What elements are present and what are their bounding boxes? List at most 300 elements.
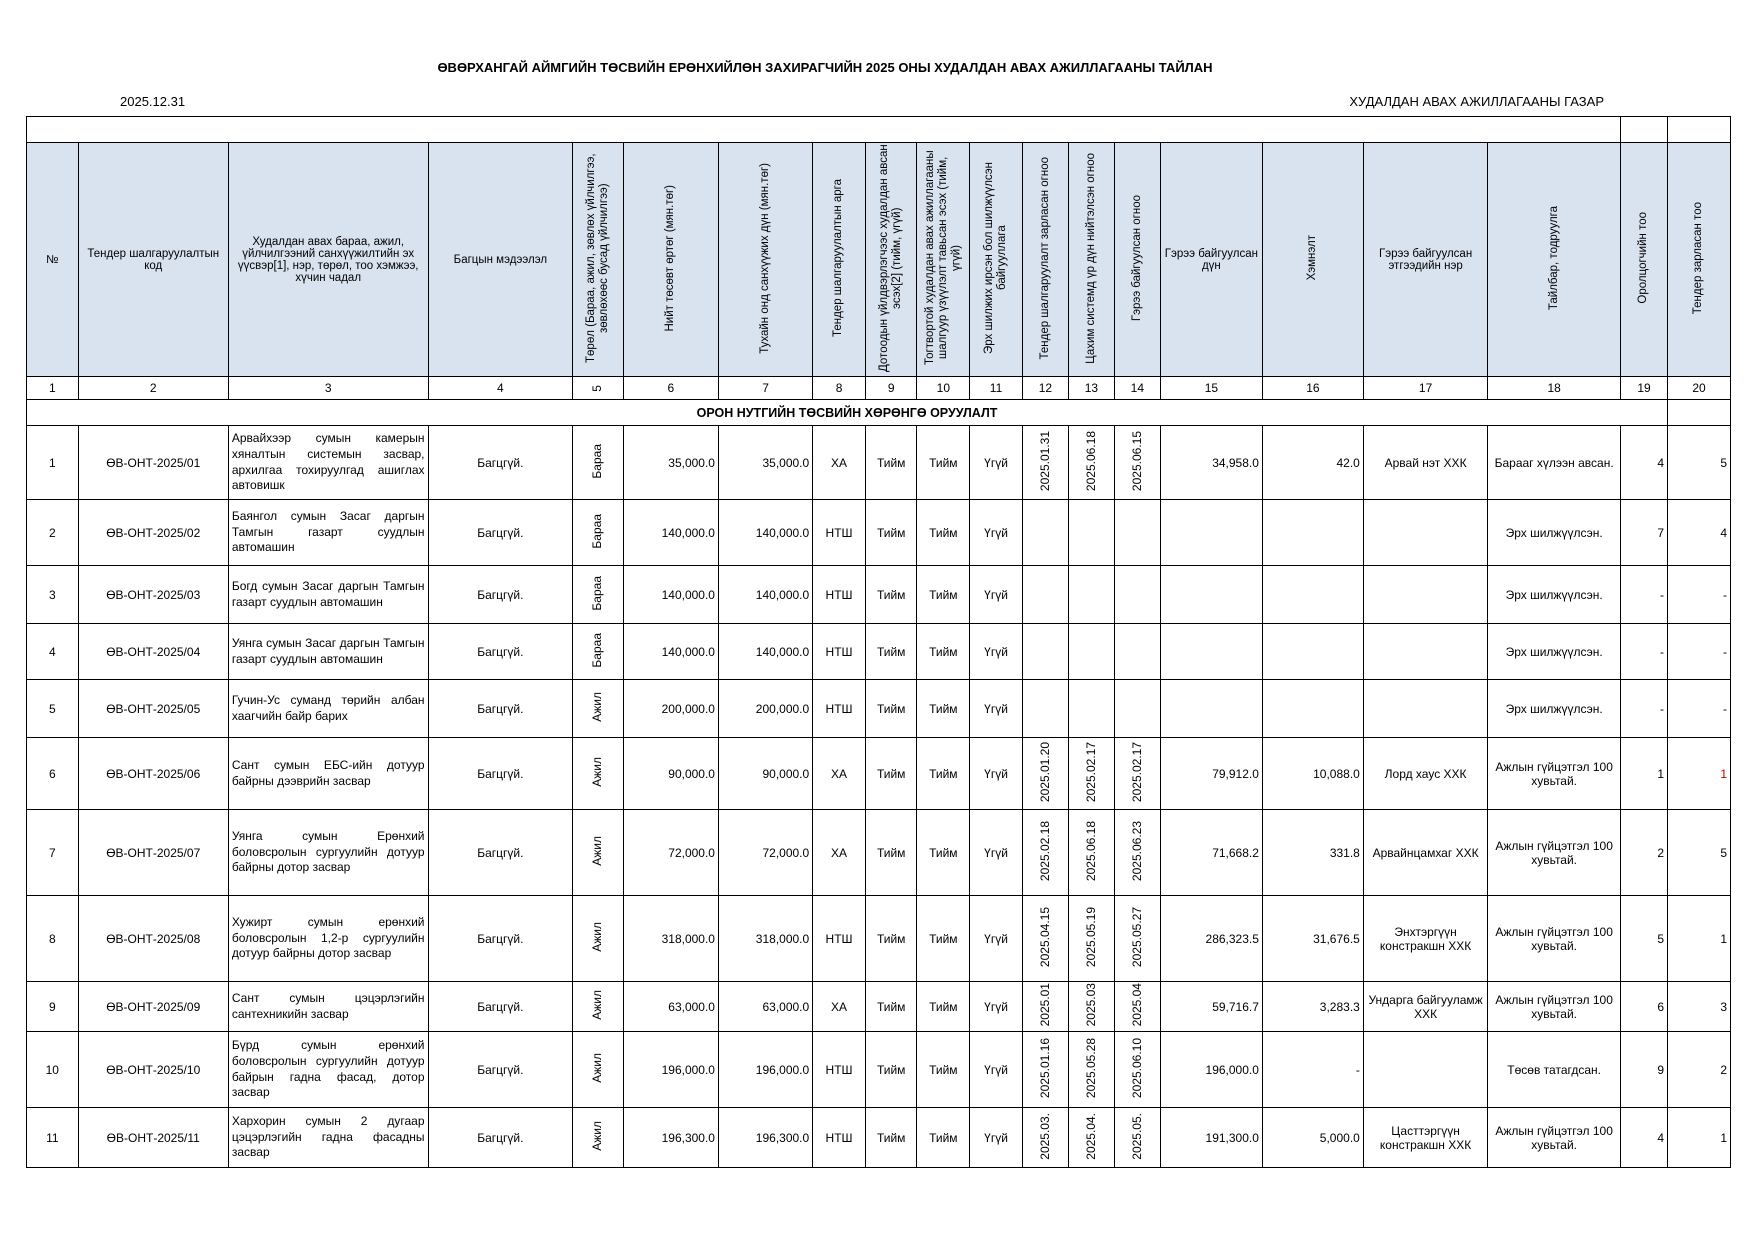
col-number: 3 — [228, 377, 428, 400]
procurement-type-cell — [573, 500, 623, 566]
col-number: 14 — [1114, 377, 1160, 400]
tender-code: ӨВ-ОНТ-2025/01 — [78, 426, 228, 500]
selection-method: НТШ — [813, 624, 866, 680]
col-header-9-text: Дотоодын үйлдвэрлэгчээс худалдан авсан эсэх[2] (тийм, үгүй) — [877, 144, 904, 372]
total-budget: 140,000.0 — [623, 566, 718, 624]
row-number: 9 — [27, 982, 79, 1032]
col-header-10 — [917, 143, 970, 377]
item-description: Уянга сумын Засаг даргын Тамгын газарт суудлын автомашин — [228, 624, 428, 680]
col-header-16-text: Хэмнэлт — [1306, 235, 1319, 281]
contract-date-cell — [1114, 680, 1160, 738]
package-info: Багцгүй. — [428, 1108, 573, 1168]
total-budget: 318,000.0 — [623, 896, 718, 982]
announce-date-cell — [1022, 738, 1068, 810]
total-budget: 72,000.0 — [623, 810, 718, 896]
transfer-org: Үгүй — [970, 896, 1023, 982]
contract-date-cell — [1114, 810, 1160, 896]
contract-date: 2025.06.10 — [1130, 1037, 1145, 1099]
contract-amount — [1160, 500, 1262, 566]
announce-count: 5 — [1668, 810, 1731, 896]
item-description: Бүрд сумын ерөнхий боловсролын сургуулийн дотуур байрын гадна фасад, дотор засвар — [228, 1032, 428, 1108]
transfer-org: Үгүй — [970, 500, 1023, 566]
contract-date: 2025.05. — [1130, 1112, 1145, 1160]
col-header-12 — [1022, 143, 1068, 377]
participant-count: 9 — [1620, 1032, 1667, 1108]
col-header-5 — [573, 143, 623, 377]
participant-count: 5 — [1620, 896, 1667, 982]
contractor-name: Арвайнцамхаг ХХК — [1363, 810, 1487, 896]
announce-date: 2025.01 — [1038, 983, 1053, 1027]
transfer-org: Үгүй — [970, 680, 1023, 738]
col-header-7 — [718, 143, 812, 377]
col-header-14-text: Гэрээ байгуулсан огноо — [1130, 194, 1143, 322]
domestic-flag: Тийм — [865, 426, 917, 500]
procurement-type-cell — [573, 566, 623, 624]
col-number: 20 — [1668, 377, 1731, 400]
remark: Ажлын гүйцэтгэл 100 хувьтай. — [1488, 738, 1621, 810]
contract-date-cell — [1114, 982, 1160, 1032]
table-row — [27, 810, 1731, 896]
remark: Эрх шилжүүлсэн. — [1488, 624, 1621, 680]
selection-method: НТШ — [813, 680, 866, 738]
col-header-16 — [1262, 143, 1363, 377]
procurement-type: Ажил — [590, 1121, 605, 1151]
col-number: 4 — [428, 377, 573, 400]
col-number: 6 — [623, 377, 718, 400]
funded-amount: 200,000.0 — [718, 680, 812, 738]
funded-amount: 63,000.0 — [718, 982, 812, 1032]
department-name: ХУДАЛДАН АВАХ АЖИЛЛАГААНЫ ГАЗАР — [1349, 94, 1604, 109]
package-info: Багцгүй. — [428, 896, 573, 982]
contractor-name — [1363, 566, 1487, 624]
procurement-type-cell — [573, 982, 623, 1032]
section-row — [27, 400, 1731, 426]
domestic-flag: Тийм — [865, 982, 917, 1032]
procurement-type: Бараа — [590, 632, 605, 668]
publish-date: 2025.03 — [1084, 983, 1099, 1027]
funded-amount: 140,000.0 — [718, 624, 812, 680]
savings: - — [1262, 1032, 1363, 1108]
announce-count: 5 — [1668, 426, 1731, 500]
contract-amount: 196,000.0 — [1160, 1032, 1262, 1108]
contractor-name — [1363, 680, 1487, 738]
table-row — [27, 680, 1731, 738]
contractor-name — [1363, 624, 1487, 680]
item-description: Баянгол сумын Засаг даргын Тамгын газарт суудлын автомашин — [228, 500, 428, 566]
item-description: Богд сумын Засаг даргын Тамгын газарт суудлын автомашин — [228, 566, 428, 624]
contractor-name: Арвай нэт ХХК — [1363, 426, 1487, 500]
savings: 42.0 — [1262, 426, 1363, 500]
publish-date: 2025.05.28 — [1084, 1037, 1099, 1099]
col-number: 19 — [1620, 377, 1667, 400]
announce-date-cell — [1022, 1032, 1068, 1108]
transfer-org: Үгүй — [970, 738, 1023, 810]
contract-date-cell — [1114, 624, 1160, 680]
publish-date: 2025.06.18 — [1084, 820, 1099, 882]
sustainable-flag: Тийм — [917, 896, 970, 982]
col-header-20-text: Тендер зарласан тоо — [1692, 201, 1705, 315]
col-header-8-text: Тендер шалгаруулалтын арга — [832, 178, 845, 338]
total-budget: 196,000.0 — [623, 1032, 718, 1108]
announce-date: 2025.04.15 — [1038, 906, 1053, 968]
table-row — [27, 738, 1731, 810]
package-info: Багцгүй. — [428, 566, 573, 624]
contract-amount — [1160, 680, 1262, 738]
selection-method: ХА — [813, 426, 866, 500]
announce-date: 2025.01.20 — [1038, 741, 1053, 803]
domestic-flag: Тийм — [865, 1108, 917, 1168]
selection-method: ХА — [813, 982, 866, 1032]
remark: Эрх шилжүүлсэн. — [1488, 566, 1621, 624]
total-budget: 90,000.0 — [623, 738, 718, 810]
col-header-11-text: Эрх шилжих ирсэн бол шилжүүлсэн байгууллага — [982, 162, 1009, 355]
package-info: Багцгүй. — [428, 426, 573, 500]
package-info: Багцгүй. — [428, 982, 573, 1032]
procurement-type-cell — [573, 1032, 623, 1108]
publish-date: 2025.05.19 — [1084, 906, 1099, 968]
savings: 5,000.0 — [1262, 1108, 1363, 1168]
tender-code: ӨВ-ОНТ-2025/07 — [78, 810, 228, 896]
tender-code: ӨВ-ОНТ-2025/10 — [78, 1032, 228, 1108]
col-header-5-text: Төрөл (Бараа, ажил, зөвлөх үйлчилгээ, зөвлөхөөс бусад үйлчилгээ) — [584, 153, 610, 363]
contractor-name — [1363, 1032, 1487, 1108]
transfer-org: Үгүй — [970, 1108, 1023, 1168]
participant-count: 7 — [1620, 500, 1667, 566]
participant-count: - — [1620, 566, 1667, 624]
sustainable-flag: Тийм — [917, 624, 970, 680]
publish-date: 2025.04. — [1084, 1112, 1099, 1160]
col-header-10-text: Тогтвортой худалдан авах ажиллагааны шалгуур үзүүлэлт тавьсан эсэх (тийм, үгүй) — [923, 150, 962, 366]
contractor-name: Ундарга байгууламж ХХК — [1363, 982, 1487, 1032]
announce-count: - — [1668, 566, 1731, 624]
remark: Ажлын гүйцэтгэл 100 хувьтай. — [1488, 896, 1621, 982]
procurement-type: Ажил — [590, 692, 605, 722]
remark: Эрх шилжүүлсэн. — [1488, 500, 1621, 566]
publish-date-cell — [1068, 810, 1114, 896]
item-description: Уянга сумын Ерөнхий боловсролын сургуулийн дотуур байрны дотор засвар — [228, 810, 428, 896]
contract-amount: 286,323.5 — [1160, 896, 1262, 982]
item-description: Хужирт сумын ерөнхий боловсролын 1,2-р сургуулийн дотуур байрны дотор засвар — [228, 896, 428, 982]
procurement-type: Ажил — [590, 922, 605, 952]
funded-amount: 140,000.0 — [718, 566, 812, 624]
contractor-name: Лорд хаус ХХК — [1363, 738, 1487, 810]
selection-method: ХА — [813, 810, 866, 896]
tender-code: ӨВ-ОНТ-2025/03 — [78, 566, 228, 624]
contract-date-cell — [1114, 1032, 1160, 1108]
announce-count: 1 — [1668, 738, 1731, 810]
row-number: 7 — [27, 810, 79, 896]
contractor-name: Цасттэргүүн констракшн ХХК — [1363, 1108, 1487, 1168]
publish-date-cell — [1068, 1032, 1114, 1108]
column-number-row — [27, 377, 1731, 400]
sustainable-flag: Тийм — [917, 680, 970, 738]
total-budget: 140,000.0 — [623, 500, 718, 566]
announce-date-cell — [1022, 566, 1068, 624]
remark: Ажлын гүйцэтгэл 100 хувьтай. — [1488, 810, 1621, 896]
col-number: 9 — [865, 377, 917, 400]
participant-count: - — [1620, 680, 1667, 738]
remark: Ажлын гүйцэтгэл 100 хувьтай. — [1488, 982, 1621, 1032]
item-description: Арвайхээр сумын камерын хяналтын системын засвар, архилгаа тохируулгад ашиглах автовишк — [228, 426, 428, 500]
savings: 31,676.5 — [1262, 896, 1363, 982]
tender-code: ӨВ-ОНТ-2025/08 — [78, 896, 228, 982]
contract-amount: 71,668.2 — [1160, 810, 1262, 896]
col-header-2: Тендер шалгаруулалтын код — [78, 143, 228, 377]
col-number: 12 — [1022, 377, 1068, 400]
publish-date: 2025.06.18 — [1084, 430, 1099, 492]
section-blank — [1668, 400, 1731, 426]
announce-count: 4 — [1668, 500, 1731, 566]
domestic-flag: Тийм — [865, 500, 917, 566]
col-number: 2 — [78, 377, 228, 400]
transfer-org: Үгүй — [970, 1032, 1023, 1108]
participant-count: 6 — [1620, 982, 1667, 1032]
funded-amount: 90,000.0 — [718, 738, 812, 810]
announce-date-cell — [1022, 624, 1068, 680]
contract-amount: 34,958.0 — [1160, 426, 1262, 500]
total-budget: 140,000.0 — [623, 624, 718, 680]
item-description: Хархорин сумын 2 дугаар цэцэрлэгийн гадна фасадны засвар — [228, 1108, 428, 1168]
contract-date-cell — [1114, 566, 1160, 624]
procurement-type: Ажил — [590, 1053, 605, 1083]
announce-date: 2025.01.31 — [1038, 430, 1053, 492]
sustainable-flag: Тийм — [917, 566, 970, 624]
row-number: 4 — [27, 624, 79, 680]
remark: Төсөв татагдсан. — [1488, 1032, 1621, 1108]
package-info: Багцгүй. — [428, 624, 573, 680]
row-number: 10 — [27, 1032, 79, 1108]
col-number — [573, 377, 623, 400]
announce-date-cell — [1022, 810, 1068, 896]
total-budget: 196,300.0 — [623, 1108, 718, 1168]
col-header-9 — [865, 143, 917, 377]
tender-code: ӨВ-ОНТ-2025/11 — [78, 1108, 228, 1168]
col-number: 16 — [1262, 377, 1363, 400]
col-number: 15 — [1160, 377, 1262, 400]
remark: Барааг хүлээн авсан. — [1488, 426, 1621, 500]
announce-count: 1 — [1668, 896, 1731, 982]
sustainable-flag: Тийм — [917, 1108, 970, 1168]
tender-code: ӨВ-ОНТ-2025/04 — [78, 624, 228, 680]
domestic-flag: Тийм — [865, 1032, 917, 1108]
savings: 3,283.3 — [1262, 982, 1363, 1032]
remark: Ажлын гүйцэтгэл 100 хувьтай. — [1488, 1108, 1621, 1168]
col-header-12-text: Тендер шалгаруулалт зарласан огноо — [1038, 156, 1051, 360]
participant-count: 4 — [1620, 426, 1667, 500]
total-budget: 200,000.0 — [623, 680, 718, 738]
row-number: 2 — [27, 500, 79, 566]
selection-method: НТШ — [813, 896, 866, 982]
domestic-flag: Тийм — [865, 896, 917, 982]
contract-amount — [1160, 566, 1262, 624]
transfer-org: Үгүй — [970, 426, 1023, 500]
col-header-14 — [1114, 143, 1160, 377]
procurement-type: Бараа — [590, 443, 605, 479]
col-header-19 — [1620, 143, 1667, 377]
publish-date-cell — [1068, 896, 1114, 982]
col-header-13 — [1068, 143, 1114, 377]
top-blank-cell — [1668, 117, 1731, 143]
contract-date: 2025.06.15 — [1130, 430, 1145, 492]
domestic-flag: Тийм — [865, 624, 917, 680]
row-number: 6 — [27, 738, 79, 810]
col-header-6 — [623, 143, 718, 377]
col-number: 7 — [718, 377, 812, 400]
header-row — [27, 143, 1731, 377]
col-header-3: Худалдан авах бараа, ажил, үйлчилгээний санхүүжилтийн эх үүсвэр[1], нэр, төрөл, тоо хэмжээ, хүчин чадал — [228, 143, 428, 377]
contract-amount: 191,300.0 — [1160, 1108, 1262, 1168]
table-row — [27, 896, 1731, 982]
announce-date-cell — [1022, 982, 1068, 1032]
item-description: Сант сумын цэцэрлэгийн сантехникийн засвар — [228, 982, 428, 1032]
savings — [1262, 500, 1363, 566]
announce-count: 3 — [1668, 982, 1731, 1032]
sustainable-flag: Тийм — [917, 738, 970, 810]
table-row — [27, 426, 1731, 500]
report-date: 2025.12.31 — [120, 94, 186, 109]
participant-count: 2 — [1620, 810, 1667, 896]
col-header-19-text: Оролцогчийн тоо — [1637, 212, 1650, 304]
publish-date-cell — [1068, 680, 1114, 738]
row-number: 5 — [27, 680, 79, 738]
announce-date: 2025.01.16 — [1038, 1037, 1053, 1099]
total-budget: 63,000.0 — [623, 982, 718, 1032]
announce-count: - — [1668, 624, 1731, 680]
funded-amount: 196,000.0 — [718, 1032, 812, 1108]
transfer-org: Үгүй — [970, 566, 1023, 624]
sustainable-flag: Тийм — [917, 1032, 970, 1108]
col-number: 13 — [1068, 377, 1114, 400]
procurement-type-cell — [573, 810, 623, 896]
publish-date-cell — [1068, 566, 1114, 624]
announce-count: 1 — [1668, 1108, 1731, 1168]
procurement-type-cell — [573, 1108, 623, 1168]
package-info: Багцгүй. — [428, 810, 573, 896]
col-number: 1 — [27, 377, 79, 400]
funded-amount: 196,300.0 — [718, 1108, 812, 1168]
publish-date-cell — [1068, 738, 1114, 810]
savings: 10,088.0 — [1262, 738, 1363, 810]
table-row — [27, 624, 1731, 680]
domestic-flag: Тийм — [865, 738, 917, 810]
col-number: 10 — [917, 377, 970, 400]
participant-count: 1 — [1620, 738, 1667, 810]
table-row — [27, 982, 1731, 1032]
contract-amount: 79,912.0 — [1160, 738, 1262, 810]
publish-date-cell — [1068, 624, 1114, 680]
procurement-type: Ажил — [590, 836, 605, 866]
procurement-type-cell — [573, 624, 623, 680]
procurement-type: Ажил — [590, 990, 605, 1020]
row-number: 3 — [27, 566, 79, 624]
transfer-org: Үгүй — [970, 624, 1023, 680]
contract-date: 2025.04 — [1130, 983, 1145, 1027]
tender-code: ӨВ-ОНТ-2025/02 — [78, 500, 228, 566]
selection-method: НТШ — [813, 1108, 866, 1168]
sustainable-flag: Тийм — [917, 810, 970, 896]
package-info: Багцгүй. — [428, 680, 573, 738]
tender-code: ӨВ-ОНТ-2025/05 — [78, 680, 228, 738]
domestic-flag: Тийм — [865, 810, 917, 896]
announce-date-cell — [1022, 1108, 1068, 1168]
transfer-org: Үгүй — [970, 810, 1023, 896]
publish-date-cell — [1068, 426, 1114, 500]
publish-date-cell — [1068, 982, 1114, 1032]
announce-date-cell — [1022, 500, 1068, 566]
sustainable-flag: Тийм — [917, 500, 970, 566]
tender-code: ӨВ-ОНТ-2025/06 — [78, 738, 228, 810]
item-description: Гучин-Ус суманд төрийн албан хаагчийн байр барих — [228, 680, 428, 738]
contractor-name — [1363, 500, 1487, 566]
announce-date-cell — [1022, 896, 1068, 982]
announce-date: 2025.02.18 — [1038, 820, 1053, 882]
col-number: 18 — [1488, 377, 1621, 400]
contract-date-cell — [1114, 426, 1160, 500]
contract-date-cell — [1114, 1108, 1160, 1168]
contractor-name: Энхтэргүүн констракшн ХХК — [1363, 896, 1487, 982]
col-number: 17 — [1363, 377, 1487, 400]
contract-date-cell — [1114, 500, 1160, 566]
procurement-type: Бараа — [590, 513, 605, 549]
contract-date: 2025.06.23 — [1130, 820, 1145, 882]
procurement-type-cell — [573, 896, 623, 982]
table-row — [27, 1108, 1731, 1168]
funded-amount: 140,000.0 — [718, 500, 812, 566]
transfer-org: Үгүй — [970, 982, 1023, 1032]
top-blank-cell — [27, 117, 1621, 143]
savings: 331.8 — [1262, 810, 1363, 896]
procurement-type-cell — [573, 738, 623, 810]
announce-count: - — [1668, 680, 1731, 738]
table-row — [27, 566, 1731, 624]
funded-amount: 318,000.0 — [718, 896, 812, 982]
domestic-flag: Тийм — [865, 680, 917, 738]
selection-method: НТШ — [813, 500, 866, 566]
participant-count: 4 — [1620, 1108, 1667, 1168]
sustainable-flag: Тийм — [917, 426, 970, 500]
col-header-4: Багцын мэдээлэл — [428, 143, 573, 377]
domestic-flag: Тийм — [865, 566, 917, 624]
row-number: 1 — [27, 426, 79, 500]
tender-code: ӨВ-ОНТ-2025/09 — [78, 982, 228, 1032]
savings — [1262, 624, 1363, 680]
col-header-7-text: Тухайн онд санхүүжих дүн (мян.төг) — [758, 162, 771, 354]
contract-amount: 59,716.7 — [1160, 982, 1262, 1032]
procurement-type-cell — [573, 680, 623, 738]
col-header-17: Гэрээ байгуулсан этгээдийн нэр — [1363, 143, 1487, 377]
savings — [1262, 566, 1363, 624]
publish-date-cell — [1068, 1108, 1114, 1168]
col-number: 11 — [970, 377, 1023, 400]
procurement-type: Ажил — [590, 757, 605, 787]
package-info: Багцгүй. — [428, 1032, 573, 1108]
col-header-11 — [970, 143, 1023, 377]
participant-count: - — [1620, 624, 1667, 680]
publish-date: 2025.02.17 — [1084, 741, 1099, 803]
contract-date: 2025.02.17 — [1130, 741, 1145, 803]
table-row — [27, 500, 1731, 566]
col-header-18 — [1488, 143, 1621, 377]
col-header-15: Гэрээ байгуулсан дүн — [1160, 143, 1262, 377]
procurement-type: Бараа — [590, 575, 605, 611]
col-header-18-text: Тайлбар, тодруулга — [1547, 205, 1560, 311]
package-info: Багцгүй. — [428, 738, 573, 810]
row-number: 11 — [27, 1108, 79, 1168]
announce-date: 2025.03. — [1038, 1112, 1053, 1160]
funded-amount: 35,000.0 — [718, 426, 812, 500]
sustainable-flag: Тийм — [917, 982, 970, 1032]
procurement-type-cell — [573, 426, 623, 500]
